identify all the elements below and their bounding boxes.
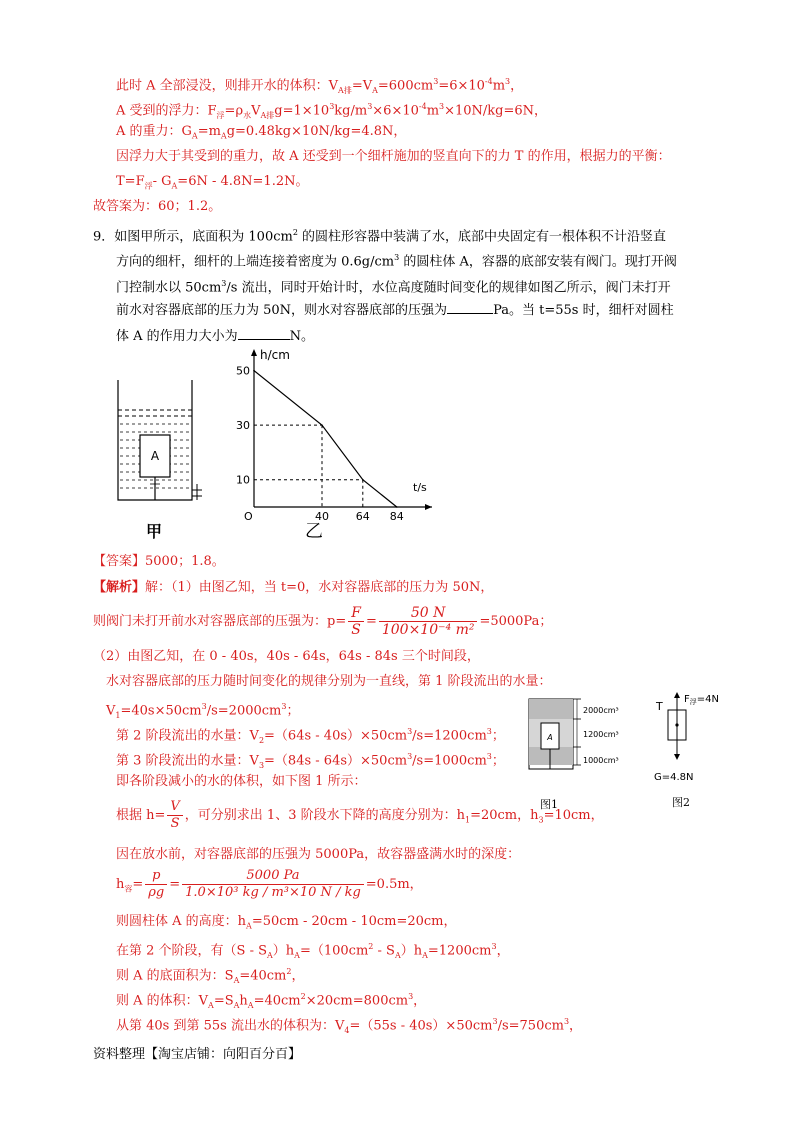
footer-text: 资料整理【淘宝店铺：向阳百分百】	[93, 1047, 302, 1062]
figure-jia	[110, 380, 205, 540]
figure-2-caption: 图2	[672, 796, 690, 809]
solution-line-4: 因浮力大于其受到的重力，故 A 还受到一个细杆施加的竖直向下的力 T 的作用，根据力的平衡：	[116, 149, 671, 164]
question-line-1: 9．如图甲所示，底面积为 $100cm^2$ 的圆柱形容器中装满了水，底部中央固定有一根体积不计沿竖直	[93, 228, 667, 245]
solution-line-2: A 受到的浮力：$F_浮=\rho_水V_{A排}g=1\times 10^3kg/m^3\times 6\times 10^{-4}m^3\times 10N/kg=6N$，	[116, 102, 548, 120]
question-line-4: 前水对容器底部的压力为 50N，则水对容器底部的压强为 Pa。当 t=55s 时，细杆对圆柱	[116, 299, 674, 321]
answer-previous: 故答案为：60；1.2。	[93, 199, 222, 214]
y-tick-label: 10	[236, 473, 250, 487]
y-axis-arrow-icon	[251, 349, 257, 356]
explanation-pressure-formula: 则阀门未打开前水对容器底部的压强为：p= $\frac{F}{S}$ = $\frac{50 N}{\text{100×10⁻⁴ m²}}$ =5000Pa；	[93, 605, 553, 638]
explanation-line-7: 第 3 阶段流出的水量：$V_3=(84s - 64s)\times 50cm^3/s=1000cm^3$；	[116, 752, 505, 770]
question-line-3: 门控制水以 $50cm^3/s$ 流出，同时开始计时，水位高度随时间变化的规律如图乙所示，阀门未打开	[116, 279, 671, 296]
x-axis-arrow-icon	[425, 504, 432, 510]
fig2-t-label: T	[656, 700, 663, 713]
explanation-depth-formula: $h_容=$ $\frac{p}{\rho g}$ = $\frac{5000 Pa}{\text{1.0×10³ kg / m³×10 N / kg}}$ =0.5m，	[116, 868, 423, 900]
explanation-line-14: 则 A 的底面积为：$S_A=40cm^2$，	[116, 967, 305, 985]
gravity-arrow-icon	[674, 754, 680, 760]
y-axis-label: h/cm	[260, 348, 290, 362]
figure-1	[525, 695, 635, 775]
explanation-line-1: 【解析】解：（1）由图乙知，当 t=0，水对容器底部的压力为 50N，	[93, 580, 494, 595]
question-line-2: 方向的细杆，细杆的上端连接着密度为 $0.6g/cm^3$ 的圆柱体 A，容器的底部安装有阀门。现打开阀	[116, 253, 677, 270]
explanation-line-5: $V_1=40s\times 50cm^3/s=2000cm^3$；	[106, 702, 300, 720]
question-line-5: 体 A 的作用力大小为 N。	[116, 325, 314, 347]
solution-line-5: $T=F_浮-$ $G_A=6N - 4.8N=1.2N$。	[116, 174, 309, 191]
x-axis-label: t/s	[413, 481, 427, 494]
x-tick-label: 84	[389, 510, 404, 523]
figure-1-caption: 图1	[540, 798, 558, 811]
answer-blank-1	[447, 299, 493, 314]
fig1-stage1: 2000cm³	[583, 706, 619, 715]
answer-blank-2	[238, 325, 290, 340]
fig2-buoyancy-label: $F_浮=4N$	[684, 694, 719, 706]
series-line	[254, 371, 397, 507]
figure-yi-caption: 乙	[305, 521, 323, 542]
explanation-line-15: 则 A 的体积：$V_A=S_Ah_A=40cm^2\times 20cm=800cm^3$，	[116, 992, 427, 1010]
x-tick-label: 40	[315, 510, 329, 523]
origin-label: O	[244, 510, 253, 523]
solution-line-1: 此时 A 全部浸没，则排开水的体积：$V_{A排}=V_A=600cm^3=6\times 10^{-4}m^3$，	[116, 77, 524, 95]
explanation-line-12: 则圆柱体 A 的高度：$h_A=50cm - 20cm - 10cm=20cm$，	[116, 914, 457, 931]
explanation-line-3: （2）由图乙知，在 0 - 40s，40s - 64s，64s - 84s 三个时间段，	[93, 649, 480, 664]
block-a-label: A	[150, 449, 160, 463]
explanation-line-16: 从第 40s 到第 55s 流出水的体积为：$V_4=(55s - 40s)\times 50cm^3/s=750cm^3$，	[116, 1017, 583, 1035]
answer-line: 【答案】5000；1.8。	[93, 554, 225, 569]
x-tick-label: 64	[355, 510, 370, 523]
explanation-line-13: 在第 2 个阶段，有$(S - S_A)h_A=(100cm^2 - S_A)h_A=1200cm^3$，	[116, 942, 510, 960]
explanation-line-4: 水对容器底部的压力随时间变化的规律分别为一直线，第 1 阶段流出的水量：	[106, 674, 552, 689]
valve-icon	[192, 484, 202, 500]
explanation-height-formula: 根据 h= $\frac{V}{S}$ ，可分别求出 1、3 阶段水下降的高度分别为：$h_1=20cm$，$h_3=10cm$，	[116, 799, 604, 831]
y-tick-label: 30	[236, 419, 250, 433]
explanation-line-10: 因在放水前，对容器底部的压强为 5000Pa，故容器盛满水时的深度：	[116, 847, 521, 862]
explanation-line-6: 第 2 阶段流出的水量：$V_2=(64s - 40s)\times 50cm^3/s=1200cm^3$；	[116, 727, 505, 745]
buoyancy-arrow-icon	[674, 692, 680, 698]
svg-text:A: A	[547, 733, 553, 742]
figure-2	[650, 690, 740, 790]
y-tick-label: 50	[236, 364, 250, 378]
figure-yi-chart	[232, 345, 442, 525]
figure-jia-caption: 甲	[146, 522, 163, 541]
solution-line-3: A 的重力：$G_A=m_Ag=0.48kg\times 10N/kg=4.8N$，	[116, 124, 407, 141]
fig1-stage2: 1200cm³	[583, 730, 619, 739]
fig2-gravity-label: G=4.8N	[654, 772, 694, 783]
explanation-line-8: 即各阶段减小的水的体积，如下图 1 所示：	[116, 774, 367, 789]
fig1-stage3: 1000cm³	[583, 756, 619, 765]
